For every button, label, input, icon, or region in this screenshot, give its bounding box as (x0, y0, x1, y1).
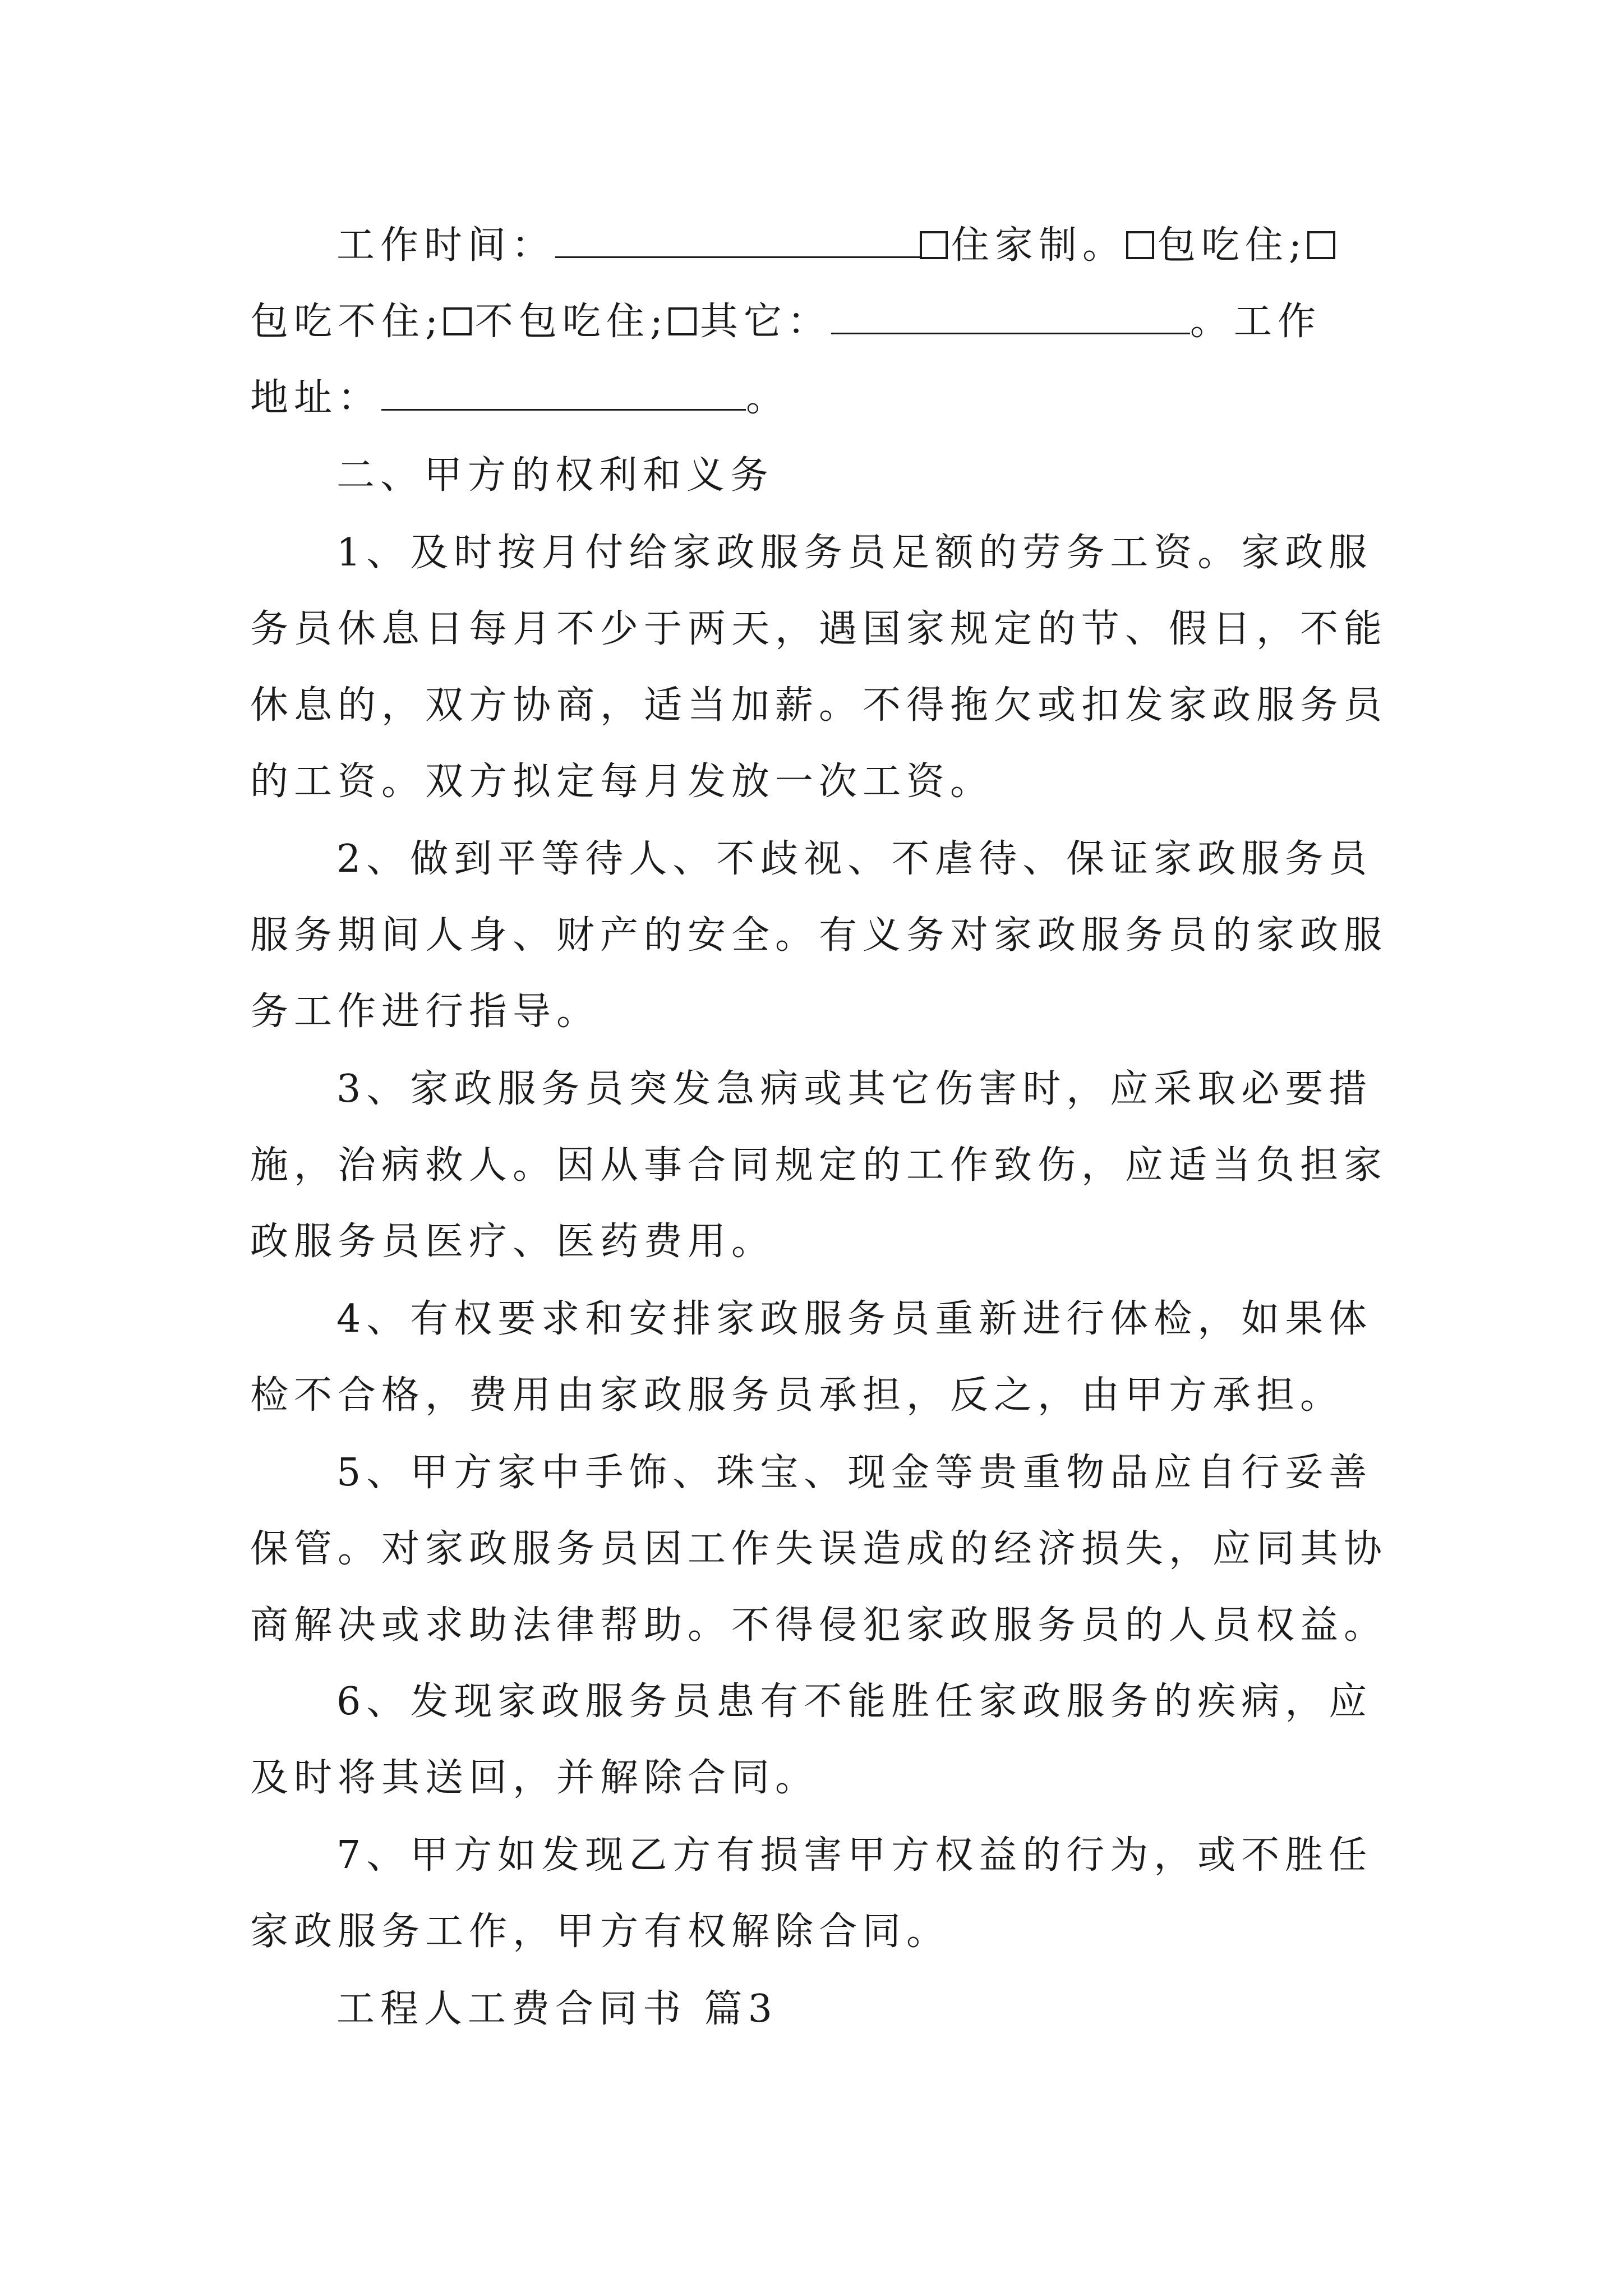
item-4-line-2: 检不合格，费用由家政服务员承担，反之，由甲方承担。 (250, 1373, 1344, 1418)
item-4 (250, 1281, 1394, 1434)
other-blank[interactable] (831, 300, 1190, 334)
item-6-line-1: 6、发现家政服务员患有不能胜任家政服务的疾病，应 (336, 1680, 1373, 1724)
item-3-line-3: 政服务员医疗、医药费用。 (250, 1220, 776, 1264)
item-3 (250, 1051, 1394, 1280)
board-only-label: 包吃不住; (250, 300, 444, 344)
item-6 (250, 1664, 1394, 1816)
address-label: 地址： (250, 376, 382, 420)
item-1-line-1: 1、及时按月付给家政服务员足额的劳务工资。家政服 (336, 531, 1373, 575)
item-5 (250, 1435, 1394, 1664)
no-board-label: 不包吃住; (474, 300, 668, 344)
item-2-line-1: 2、做到平等待人、不歧视、不虐待、保证家政服务员 (336, 837, 1373, 881)
item-5-line-3: 商解决或求助法律帮助。不得侵犯家政服务员的人员权益。 (250, 1603, 1388, 1648)
item-6-line-2: 及时将其送回，并解除合同。 (250, 1756, 819, 1800)
address-end: 。 (746, 376, 790, 420)
next-section (250, 1971, 1394, 2047)
work-time-line (250, 208, 1394, 284)
item-2-line-3: 务工作进行指导。 (250, 990, 601, 1034)
item-7-line-2: 家政服务工作，甲方有权解除合同。 (250, 1910, 951, 1954)
item-1-line-2: 务员休息日每月不少于两天，遇国家规定的节、假日，不能 (250, 607, 1388, 651)
options-line (250, 284, 1394, 360)
section-2-heading: 二、甲方的权利和义务 (336, 453, 774, 498)
work-time-label: 工作时间： (336, 223, 556, 268)
item-7-line-1: 7、甲方如发现乙方有损害甲方权益的行为，或不胜任 (336, 1833, 1373, 1878)
item-5-line-2: 保管。对家政服务员因工作失误造成的经济损失，应同其协 (250, 1527, 1388, 1571)
item-2-line-2: 服务期间人身、财产的安全。有义务对家政服务员的家政服 (250, 913, 1388, 958)
board-only-checkbox[interactable] (1307, 231, 1335, 259)
no-board-checkbox[interactable] (444, 307, 472, 335)
item-3-line-2: 施，治病救人。因从事合同规定的工作致伤，应适当负担家 (250, 1143, 1388, 1188)
item-5-line-1: 5、甲方家中手饰、珠宝、现金等贵重物品应自行妥善 (336, 1451, 1373, 1495)
item-3-line-1: 3、家政服务员突发急病或其它伤害时，应采取必要措 (336, 1067, 1373, 1111)
item-4-line-1: 4、有权要求和安排家政服务员重新进行体检，如果体 (336, 1297, 1373, 1341)
item-7 (250, 1818, 1394, 1970)
item-1 (250, 515, 1394, 820)
address-line (250, 360, 1394, 436)
item-2 (250, 821, 1394, 1050)
next-section-heading: 工程人工费合同书 篇3 (336, 1987, 778, 2031)
live-in-checkbox[interactable] (920, 231, 948, 259)
section-heading (250, 438, 1394, 514)
other-checkbox[interactable] (668, 307, 697, 335)
item-1-line-4: 的工资。双方拟定每月发放一次工资。 (250, 760, 994, 804)
board-lodging-label: 包吃住; (1158, 223, 1307, 268)
address-blank[interactable] (381, 376, 746, 411)
live-in-label: 住家制。 (951, 223, 1127, 268)
item-1-line-3: 休息的，双方协商，适当加薪。不得拖欠或扣发家政服务员 (250, 683, 1388, 728)
work-time-blank[interactable] (555, 224, 920, 258)
work-time-paragraph (250, 208, 1394, 436)
board-lodging-checkbox[interactable] (1126, 231, 1154, 259)
work-label: 。工作 (1189, 300, 1321, 344)
other-label: 其它： (699, 300, 831, 344)
